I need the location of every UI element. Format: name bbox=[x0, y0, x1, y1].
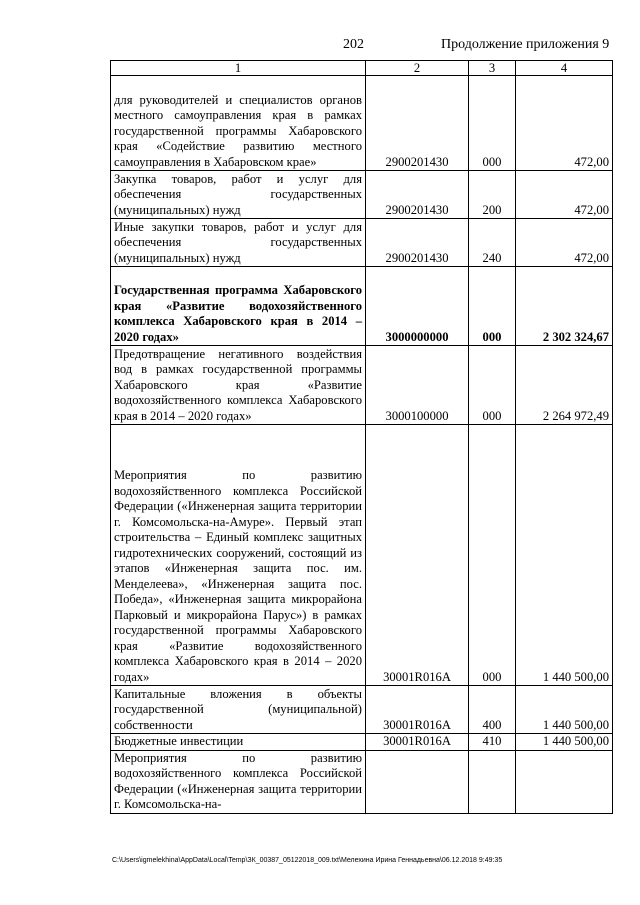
row-target-code: 2900201430 bbox=[366, 219, 469, 267]
row-description: Иные закупки товаров, работ и услуг для обеспечения государственных (муниципальных) нужд bbox=[111, 219, 366, 267]
row-description: Капитальные вложения в объекты государственной (муниципальной) собственности bbox=[111, 686, 366, 734]
row-description: Закупка товаров, работ и услуг для обеспечения государственных (муниципальных) нужд bbox=[111, 171, 366, 219]
row-target-code bbox=[366, 750, 469, 813]
row-amount bbox=[516, 750, 613, 813]
row-description: Государственная программа Хабаровского края «Развитие водохозяйственного комплекса Хабаровского края в 2014 – 2020 годах» bbox=[111, 267, 366, 346]
table-row bbox=[111, 425, 613, 686]
row-target-code: 3000100000 bbox=[366, 346, 469, 425]
row-target-code: 30001R016A bbox=[366, 686, 469, 734]
row-description: Бюджетные инвестиции bbox=[111, 734, 366, 751]
row-amount: 1 440 500,00 bbox=[516, 734, 613, 751]
row-expense-type: 000 bbox=[469, 267, 516, 346]
row-amount: 2 264 972,49 bbox=[516, 346, 613, 425]
row-expense-type: 400 bbox=[469, 686, 516, 734]
row-amount: 1 440 500,00 bbox=[516, 686, 613, 734]
continuation-label: Продолжение приложения 9 bbox=[441, 37, 610, 52]
row-amount: 2 302 324,67 bbox=[516, 267, 613, 346]
table-row bbox=[111, 750, 613, 813]
row-description: Мероприятия по развитию водохозяйственного комплекса Российской Федерации («Инженерная защита территории г. Комсомольска-на-Амуре». Первый этап строительства – Единый комплекс защитных гидротехнических сооружений, состоящий из этапов «Инженерная защита пос. им. Менделеева», «Инженерная защита пос. Победа», «Инженерная защита микрорайона Парковый и микрорайона Парус») в рамках государственной программы Хабаровского края «Развитие водохозяйственного комплекса Хабаровского края в 2014 – 2020 годах» bbox=[111, 425, 366, 686]
table-row bbox=[111, 686, 613, 734]
table-row bbox=[111, 76, 613, 171]
table-header-row bbox=[111, 61, 613, 76]
row-target-code: 30001R016A bbox=[366, 425, 469, 686]
column-header-4: 4 bbox=[516, 61, 613, 76]
table-row bbox=[111, 219, 613, 267]
row-target-code: 30001R016A bbox=[366, 734, 469, 751]
table-row-program-total bbox=[111, 267, 613, 346]
row-description: Мероприятия по развитию водохозяйственного комплекса Российской Федерации («Инженерная защита территории г. Комсомольска-на- bbox=[111, 750, 366, 813]
row-description: Предотвращение негативного воздействия вод в рамках государственной программы Хабаровского края «Развитие водохозяйственного комплекса Хабаровского края в 2014 – 2020 годах» bbox=[111, 346, 366, 425]
page-number: 202 bbox=[343, 37, 364, 52]
column-header-2: 2 bbox=[366, 61, 469, 76]
table-row bbox=[111, 171, 613, 219]
row-target-code: 2900201430 bbox=[366, 171, 469, 219]
row-target-code: 2900201430 bbox=[366, 76, 469, 171]
row-expense-type bbox=[469, 750, 516, 813]
row-description: для руководителей и специалистов органов местного самоуправления края в рамках государственной программы Хабаровского края «Содействие развитию местного самоуправления в Хабаровском крае» bbox=[111, 76, 366, 171]
table-row bbox=[111, 346, 613, 425]
column-header-3: 3 bbox=[469, 61, 516, 76]
row-expense-type: 000 bbox=[469, 346, 516, 425]
row-target-code: 3000000000 bbox=[366, 267, 469, 346]
row-amount: 472,00 bbox=[516, 171, 613, 219]
table-row bbox=[111, 734, 613, 751]
row-amount: 472,00 bbox=[516, 76, 613, 171]
row-amount: 1 440 500,00 bbox=[516, 425, 613, 686]
row-expense-type: 000 bbox=[469, 425, 516, 686]
column-header-1: 1 bbox=[111, 61, 366, 76]
row-expense-type: 410 bbox=[469, 734, 516, 751]
budget-table bbox=[110, 60, 613, 814]
footer-file-path: C:\Users\igmelekhina\AppData\Local\Temp\ЗК_00387_05122018_009.txt\Мелехина Ирина Геннадьевна\06.12.2018 9:49:35 bbox=[112, 857, 503, 864]
row-amount: 472,00 bbox=[516, 219, 613, 267]
row-expense-type: 240 bbox=[469, 219, 516, 267]
row-expense-type: 200 bbox=[469, 171, 516, 219]
row-expense-type: 000 bbox=[469, 76, 516, 171]
